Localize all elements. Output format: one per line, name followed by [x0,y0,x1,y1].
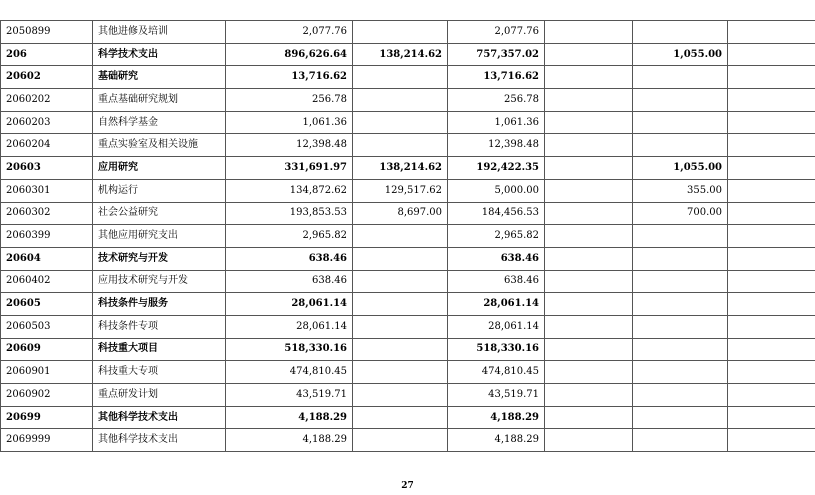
project-expenditure-cell: 192,422.35 [448,157,545,180]
project-expenditure-cell: 256.78 [448,89,545,112]
column-4-cell [545,179,633,202]
project-expenditure-cell: 4,188.29 [448,429,545,452]
column-6-cell [728,111,815,134]
total-amount-cell: 13,716.62 [226,66,353,89]
column-6-cell [728,270,815,293]
account-code-cell: 20605 [1,293,93,316]
account-name-cell: 其他科学技术支出 [93,429,226,452]
account-code-cell: 2060203 [1,111,93,134]
account-code-cell: 20609 [1,338,93,361]
account-name-cell: 机构运行 [93,179,226,202]
project-expenditure-cell: 474,810.45 [448,361,545,384]
column-5-cell [633,134,728,157]
account-code-cell: 2069999 [1,429,93,452]
column-5-cell: 700.00 [633,202,728,225]
column-5-cell [633,111,728,134]
table-row [1,429,815,452]
account-code-cell: 2060301 [1,179,93,202]
total-amount-cell: 4,188.29 [226,406,353,429]
column-6-cell [728,406,815,429]
account-name-cell: 其他应用研究支出 [93,225,226,248]
account-code-cell: 2060902 [1,384,93,407]
table-row [1,338,815,361]
account-code-cell: 2060202 [1,89,93,112]
column-5-cell: 355.00 [633,179,728,202]
table-row [1,293,815,316]
column-4-cell [545,293,633,316]
account-code-cell: 20603 [1,157,93,180]
total-amount-cell: 331,691.97 [226,157,353,180]
project-expenditure-cell: 43,519.71 [448,384,545,407]
basic-expenditure-cell [353,293,448,316]
account-name-cell: 社会公益研究 [93,202,226,225]
column-4-cell [545,406,633,429]
column-5-cell [633,384,728,407]
account-name-cell: 科学技术支出 [93,43,226,66]
basic-expenditure-cell: 129,517.62 [353,179,448,202]
account-name-cell: 应用研究 [93,157,226,180]
total-amount-cell: 193,853.53 [226,202,353,225]
budget-table [0,20,815,452]
column-4-cell [545,202,633,225]
basic-expenditure-cell [353,21,448,44]
column-4-cell [545,247,633,270]
column-6-cell [728,134,815,157]
total-amount-cell: 1,061.36 [226,111,353,134]
table-row [1,134,815,157]
column-4-cell [545,338,633,361]
account-code-cell: 20699 [1,406,93,429]
total-amount-cell: 518,330.16 [226,338,353,361]
account-name-cell: 重点基础研究规划 [93,89,226,112]
column-5-cell [633,338,728,361]
column-4-cell [545,270,633,293]
project-expenditure-cell: 28,061.14 [448,315,545,338]
total-amount-cell: 638.46 [226,270,353,293]
column-5-cell [633,293,728,316]
column-4-cell [545,315,633,338]
project-expenditure-cell: 518,330.16 [448,338,545,361]
table-body [1,21,815,452]
table-row [1,225,815,248]
column-4-cell [545,384,633,407]
table-row [1,111,815,134]
column-5-cell: 1,055.00 [633,157,728,180]
column-5-cell [633,247,728,270]
column-4-cell [545,21,633,44]
project-expenditure-cell: 4,188.29 [448,406,545,429]
account-name-cell: 科技重大项目 [93,338,226,361]
column-4-cell [545,43,633,66]
column-6-cell [728,361,815,384]
column-5-cell [633,429,728,452]
total-amount-cell: 28,061.14 [226,315,353,338]
project-expenditure-cell: 5,000.00 [448,179,545,202]
table-row [1,315,815,338]
table-row [1,247,815,270]
column-5-cell [633,270,728,293]
account-code-cell: 2060503 [1,315,93,338]
column-5-cell [633,66,728,89]
total-amount-cell: 638.46 [226,247,353,270]
column-6-cell [728,157,815,180]
project-expenditure-cell: 2,077.76 [448,21,545,44]
column-4-cell [545,361,633,384]
column-6-cell [728,21,815,44]
total-amount-cell: 12,398.48 [226,134,353,157]
project-expenditure-cell: 638.46 [448,247,545,270]
account-code-cell: 206 [1,43,93,66]
column-6-cell [728,66,815,89]
table-row [1,361,815,384]
account-name-cell: 重点实验室及相关设施 [93,134,226,157]
account-code-cell: 2060402 [1,270,93,293]
account-code-cell: 2060204 [1,134,93,157]
column-5-cell [633,406,728,429]
column-4-cell [545,225,633,248]
column-5-cell [633,361,728,384]
basic-expenditure-cell [353,270,448,293]
project-expenditure-cell: 184,456.53 [448,202,545,225]
table-row [1,157,815,180]
account-name-cell: 科技条件与服务 [93,293,226,316]
table-row [1,270,815,293]
total-amount-cell: 28,061.14 [226,293,353,316]
account-code-cell: 2060302 [1,202,93,225]
basic-expenditure-cell [353,134,448,157]
column-4-cell [545,89,633,112]
column-4-cell [545,66,633,89]
account-code-cell: 20604 [1,247,93,270]
column-6-cell [728,179,815,202]
basic-expenditure-cell: 138,214.62 [353,43,448,66]
table-row [1,66,815,89]
account-name-cell: 自然科学基金 [93,111,226,134]
total-amount-cell: 4,188.29 [226,429,353,452]
column-4-cell [545,134,633,157]
total-amount-cell: 2,077.76 [226,21,353,44]
account-name-cell: 重点研发计划 [93,384,226,407]
page-number: 27 [401,481,414,491]
table-row [1,406,815,429]
basic-expenditure-cell [353,338,448,361]
project-expenditure-cell: 757,357.02 [448,43,545,66]
total-amount-cell: 2,965.82 [226,225,353,248]
column-6-cell [728,225,815,248]
basic-expenditure-cell [353,361,448,384]
column-5-cell [633,89,728,112]
account-name-cell: 科技条件专项 [93,315,226,338]
table-row [1,179,815,202]
account-name-cell: 其他进修及培训 [93,21,226,44]
column-4-cell [545,429,633,452]
basic-expenditure-cell [353,89,448,112]
account-name-cell: 应用技术研究与开发 [93,270,226,293]
total-amount-cell: 43,519.71 [226,384,353,407]
column-5-cell [633,225,728,248]
total-amount-cell: 896,626.64 [226,43,353,66]
project-expenditure-cell: 638.46 [448,270,545,293]
basic-expenditure-cell [353,429,448,452]
column-6-cell [728,202,815,225]
basic-expenditure-cell [353,111,448,134]
column-6-cell [728,89,815,112]
basic-expenditure-cell [353,66,448,89]
total-amount-cell: 256.78 [226,89,353,112]
basic-expenditure-cell [353,315,448,338]
total-amount-cell: 474,810.45 [226,361,353,384]
column-4-cell [545,111,633,134]
column-5-cell [633,315,728,338]
column-6-cell [728,315,815,338]
column-6-cell [728,293,815,316]
account-code-cell: 2050899 [1,21,93,44]
project-expenditure-cell: 13,716.62 [448,66,545,89]
table-row [1,89,815,112]
column-6-cell [728,338,815,361]
project-expenditure-cell: 2,965.82 [448,225,545,248]
account-name-cell: 其他科学技术支出 [93,406,226,429]
table-row [1,43,815,66]
basic-expenditure-cell: 8,697.00 [353,202,448,225]
account-name-cell: 技术研究与开发 [93,247,226,270]
basic-expenditure-cell: 138,214.62 [353,157,448,180]
basic-expenditure-cell [353,247,448,270]
table-row [1,384,815,407]
table-row [1,202,815,225]
total-amount-cell: 134,872.62 [226,179,353,202]
basic-expenditure-cell [353,406,448,429]
column-6-cell [728,247,815,270]
column-6-cell [728,429,815,452]
project-expenditure-cell: 12,398.48 [448,134,545,157]
table-row [1,21,815,44]
project-expenditure-cell: 28,061.14 [448,293,545,316]
basic-expenditure-cell [353,225,448,248]
account-code-cell: 2060399 [1,225,93,248]
account-code-cell: 20602 [1,66,93,89]
column-6-cell [728,43,815,66]
account-name-cell: 科技重大专项 [93,361,226,384]
account-name-cell: 基础研究 [93,66,226,89]
basic-expenditure-cell [353,384,448,407]
column-4-cell [545,157,633,180]
column-5-cell [633,21,728,44]
account-code-cell: 2060901 [1,361,93,384]
column-5-cell: 1,055.00 [633,43,728,66]
project-expenditure-cell: 1,061.36 [448,111,545,134]
column-6-cell [728,384,815,407]
